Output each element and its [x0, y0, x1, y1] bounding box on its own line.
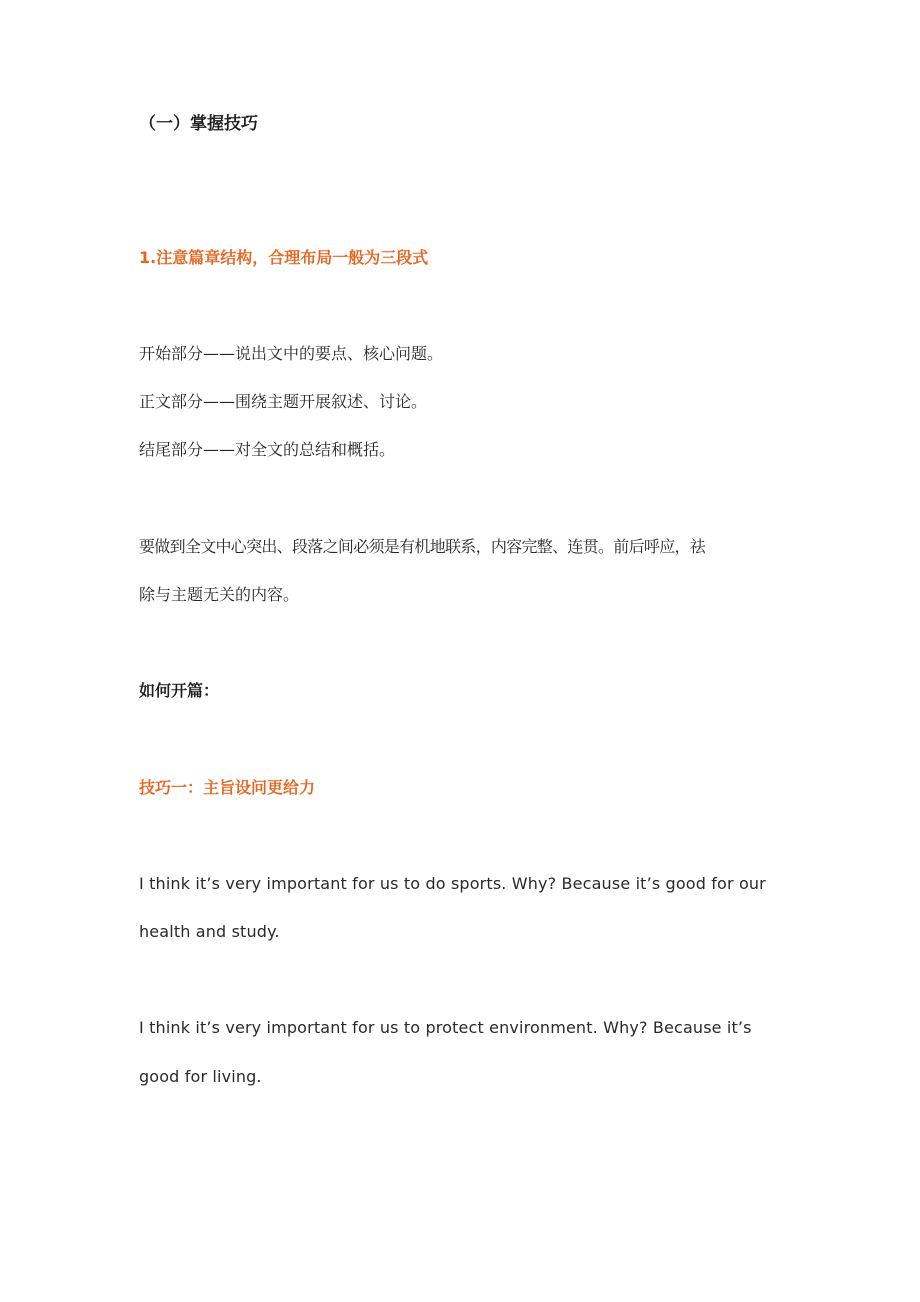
structure-line-ending: 结尾部分——对全文的总结和概括。: [139, 440, 396, 459]
example-2-line-2: good for living.: [139, 1067, 262, 1086]
example-2-line-1: I think it’s very important for us to protect environment. Why? Because it’s: [139, 1018, 752, 1037]
structure-line-opening: 开始部分——说出文中的要点、核心问题。: [139, 344, 444, 363]
structure-line-body: 正文部分——围绕主题开展叙述、讨论。: [139, 392, 428, 411]
coherence-paragraph-line-2: 除与主题无关的内容。: [139, 585, 300, 604]
section-title: （一）掌握技巧: [139, 114, 258, 134]
example-1-line-2: health and study.: [139, 922, 280, 941]
point-1-heading: 1.注意篇章结构，合理布局一般为三段式: [139, 248, 429, 267]
opening-heading: 如何开篇：: [139, 681, 220, 700]
coherence-paragraph-line-1: 要做到全文中心突出、段落之间必须是有机地联系，内容完整、连贯。前后呼应，祛: [139, 537, 706, 556]
example-1-line-1: I think it’s very important for us to do sports. Why? Because it’s good for our: [139, 874, 766, 893]
technique-1-heading: 技巧一：主旨设问更给力: [139, 778, 316, 797]
